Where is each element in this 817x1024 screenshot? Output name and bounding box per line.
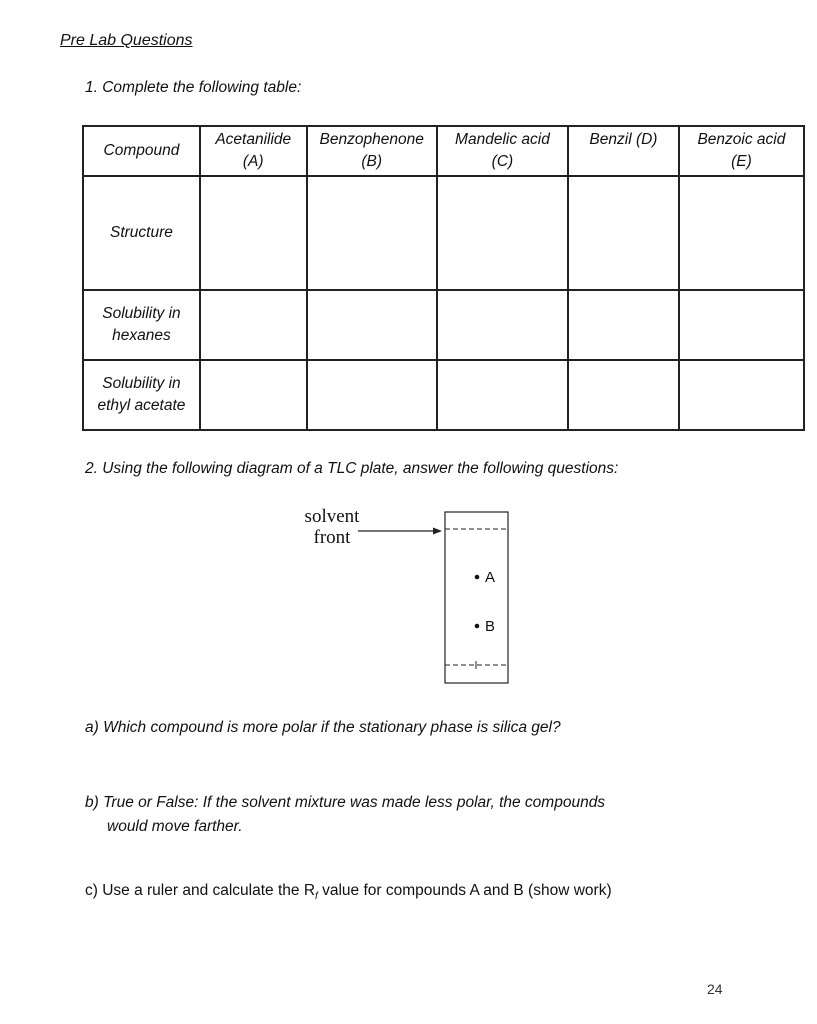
question-2b xyxy=(85,791,605,839)
solubility-ethyl-label-line1: Solubility in xyxy=(102,375,181,392)
compound-code: (A) xyxy=(242,153,264,170)
spot-a-label: A xyxy=(485,569,496,586)
solvent-label-line2: front xyxy=(313,527,351,548)
question-2c-suffix: value for compounds A and B (show work) xyxy=(317,882,612,899)
rf-subscript: f xyxy=(315,891,318,903)
compound-code: (C) xyxy=(491,153,514,170)
compound-header-label: Compound xyxy=(103,142,180,159)
compound-code: (B) xyxy=(361,153,383,170)
compound-name: Mandelic acid xyxy=(455,131,550,148)
question-2a: a) Which compound is more polar if the stationary phase is silica gel? xyxy=(85,719,561,736)
compound-name: Acetanilide xyxy=(215,131,292,148)
question-2c xyxy=(85,882,612,902)
compound-name: Benzophenone xyxy=(319,131,424,148)
arrow-head-icon xyxy=(433,528,442,535)
solubility-ethyl-label-line2: ethyl acetate xyxy=(97,397,186,414)
question-2b-line1: b) True or False: If the solvent mixture was made less polar, the compounds xyxy=(85,794,606,811)
compound-code: (E) xyxy=(731,153,752,170)
spot-b-label: B xyxy=(485,618,496,635)
question-2c-prefix: c) Use a ruler and calculate the R xyxy=(85,882,316,899)
spot-b xyxy=(475,624,480,629)
question-2-prompt: 2. Using the following diagram of a TLC plate, answer the following questions: xyxy=(85,460,619,477)
structure-label: Structure xyxy=(110,224,173,241)
solubility-hexanes-label-line1: Solubility in xyxy=(102,305,181,322)
solubility-hexanes-label-line2: hexanes xyxy=(112,327,171,344)
page-number: 24 xyxy=(707,981,723,997)
question-2b-line2: would move farther. xyxy=(107,818,243,835)
solvent-label-line1: solvent xyxy=(304,506,360,527)
spot-a xyxy=(475,575,480,580)
compound-name: Benzil (D) xyxy=(589,131,658,148)
question-1-prompt: 1. Complete the following table: xyxy=(85,79,302,96)
compound-name: Benzoic acid xyxy=(697,131,786,148)
page-title: Pre Lab Questions xyxy=(60,32,193,49)
tlc-plate xyxy=(445,512,508,683)
